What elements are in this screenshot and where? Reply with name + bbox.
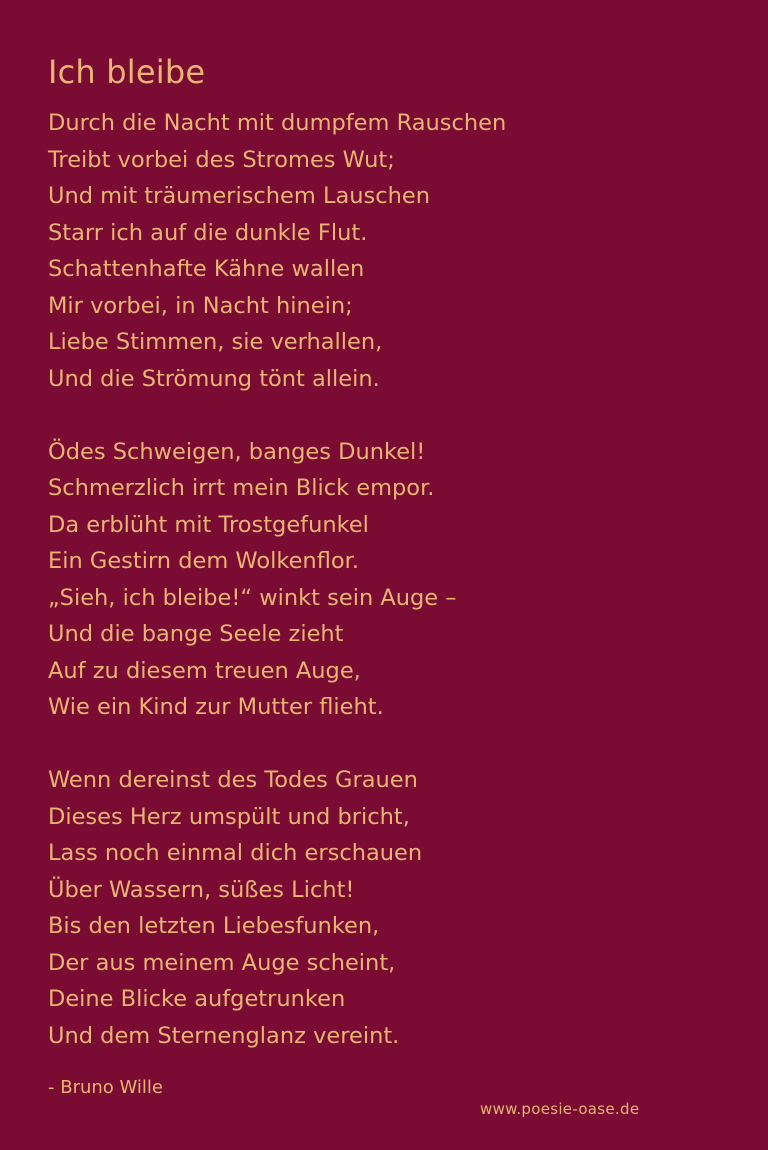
poem-line: Da erblüht mit Trostgefunkel [48, 511, 369, 538]
poem-line: Wenn dereinst des Todes Grauen [48, 767, 418, 793]
poem-line: Dieses Herz umspült und bricht, [48, 803, 410, 830]
poem-line: Bis den letzten Liebesfunken, [48, 913, 380, 939]
poem-line: Und die Strömung tönt allein. [48, 365, 380, 392]
poem-line: Über Wassern, süßes Licht! [48, 876, 355, 903]
poem-line: Schattenhafte Kähne wallen [48, 256, 365, 282]
poem-line: Deine Blicke aufgetrunken [48, 986, 346, 1012]
poem-line: Und mit träumerischem Lauschen [48, 183, 430, 209]
poem-line: Ein Gestirn dem Wolkenflor. [48, 548, 359, 574]
poem-line: Und dem Sternenglanz vereint. [48, 1022, 400, 1049]
poem-line: Starr ich auf die dunkle Flut. [48, 219, 368, 246]
stanza-2 [48, 434, 506, 726]
website-watermark: www.poesie-oase.de [480, 1100, 640, 1118]
poem-line: „Sieh, ich bleibe!“ winkt sein Auge – [48, 584, 457, 611]
poem-line: Der aus meinem Auge scheint, [48, 949, 396, 976]
poem-line: Auf zu diesem treuen Auge, [48, 657, 361, 684]
poem-author: - Bruno Wille [48, 1077, 163, 1098]
stanza-1 [48, 105, 506, 397]
poem-title: Ich bleibe [48, 53, 206, 91]
poem-line: Wie ein Kind zur Mutter flieht. [48, 694, 384, 720]
poem-line: Mir vorbei, in Nacht hinein; [48, 292, 353, 319]
poem-body [48, 105, 506, 1054]
poem-line: Liebe Stimmen, sie verhallen, [48, 329, 383, 355]
poem-line: Durch die Nacht mit dumpfem Rauschen [48, 110, 507, 136]
stanza-3 [48, 762, 506, 1054]
poem-line: Und die bange Seele zieht [48, 621, 344, 647]
poem-line: Treibt vorbei des Stromes Wut; [48, 146, 395, 173]
poem-line: Lass noch einmal dich erschauen [48, 840, 423, 866]
poem-line: Ödes Schweigen, banges Dunkel! [48, 438, 426, 465]
poem-line: Schmerzlich irrt mein Blick empor. [48, 475, 435, 501]
